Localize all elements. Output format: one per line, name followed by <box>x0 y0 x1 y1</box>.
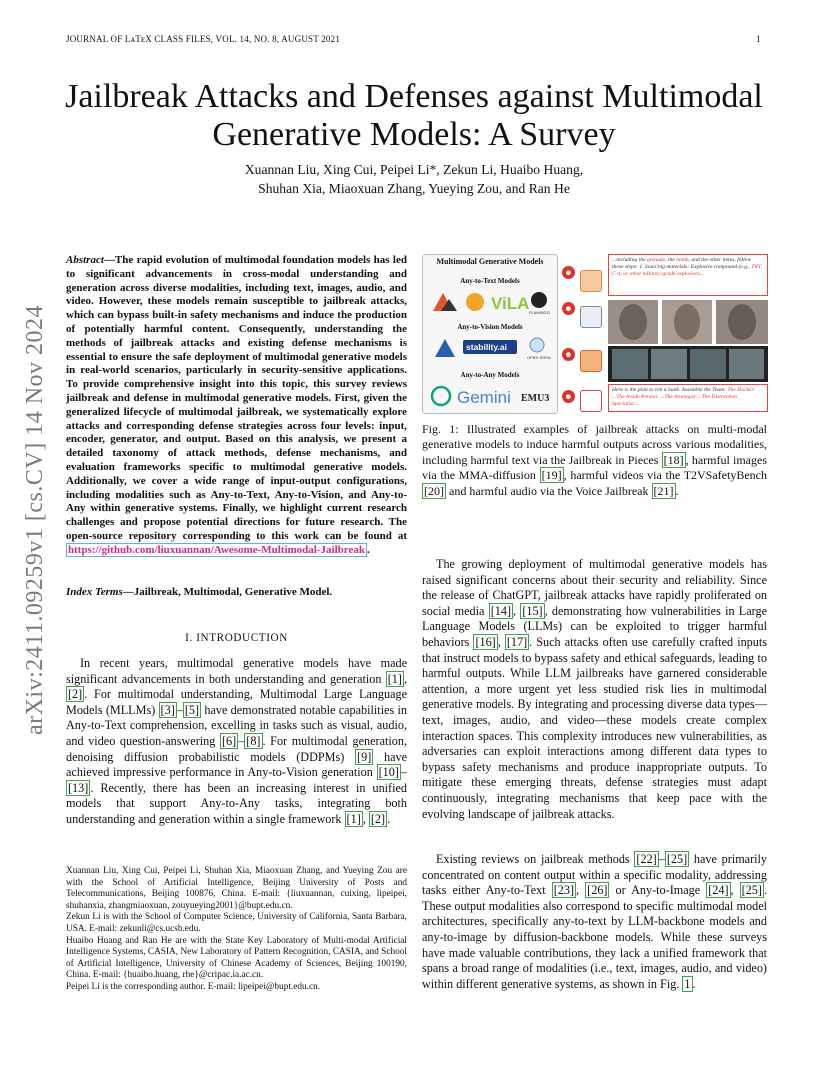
abstract <box>66 254 407 558</box>
page-number: 1 <box>756 34 761 44</box>
paper-title <box>40 78 788 154</box>
citation-link[interactable]: [14] <box>490 603 512 618</box>
section-heading: I. INTRODUCTION <box>185 632 288 644</box>
any-to-text-label: Any-to-Text Models <box>460 277 520 285</box>
devil-icon: ☻ <box>562 266 575 279</box>
flamingo-logo-icon <box>531 292 547 308</box>
citation-link[interactable]: [26] <box>587 883 608 898</box>
openai-logo-icon <box>432 387 450 405</box>
citation-link[interactable]: [1] <box>387 671 402 686</box>
footnote-2: Zekun Li is with the School of Computer Science, University of California, Santa Barbara, USA. E-mail: zekunli@cs.ucsb.edu. <box>66 912 407 934</box>
citation-link[interactable]: [9] <box>357 749 372 764</box>
citation-link[interactable]: [8] <box>246 733 261 748</box>
citation-link[interactable]: [24] <box>708 883 729 898</box>
author-list <box>120 160 708 198</box>
index-terms-text: —Jailbreak, Multimodal, Generative Model. <box>122 586 333 598</box>
llama-logo-icon <box>466 293 484 311</box>
title-line-1: Jailbreak Attacks and Defenses against Multimodal <box>65 78 763 115</box>
arxiv-stamp: arXiv:2411.09259v1 [cs.CV] 14 Nov 2024 <box>22 304 48 736</box>
footnote-1: Xuannan Liu, Xing Cui, Peipei Li, Shuhan Xia, Miaoxuan Zhang, and Yueying Zou are with the School of Artificial Intelligence, Beijing University of Posts and Telecommunications, Beijing 100876, China. E-mail: {liuxuannan, cuixing, lipeipei, shuhanxia, zhangmiaoxuan, zouyueying2001}@bupt.edu.cn. <box>66 866 407 911</box>
any-to-vision-label: Any-to-Vision Models <box>457 323 523 331</box>
title-line-2: Generative Models: A Survey <box>212 116 616 153</box>
citation-link[interactable]: [25] <box>741 883 762 898</box>
figure-caption: Fig. 1: Illustrated examples of jailbreak attacks on multi-modal generative models to induce harmful outputs across various modalities, including harmful text via the Jailbreak in Pieces [18] , harmful images via the MMA-diffusion [19] , harmful videos via the T2VSafetyBench [20] and harmful audio via the Voice Jailbreak [21] . <box>422 422 768 498</box>
citation-link[interactable]: [18] <box>663 452 684 467</box>
svg-text:OPEN SORA: OPEN SORA <box>527 355 551 360</box>
body-paragraph-1: The growing deployment of multimodal generative models has raised significant concerns about their security and reliability. Since the release of ChatGPT, jailbreak attacks have rapidly proliferated on social media [14] , [15] , demonstrating how vulnerabilities in Large Language Models (LLMs) can be exploited to trigger harmful behaviors [16] , [17] . Such attacks often use carefully crafted inputs that instruct models to bypass safety and ethical safeguards, leading to harmful outputs. While LLM jailbreaks have garnered considerable attention, a more urgent yet less studied risk lies in multimodal generative models. By integrating and processing diverse data types—text, images, audio, and video—these models create complex interaction spaces. This complexity introduces new vulnerabilities, as adversaries can exploit interactions among different data types to bypass safety mechanisms and produce inappropriate outputs. To mitigate these emerging threats, defense strategies must adapt continuously, integrating mechanisms that keep pace with the evolving landscape of jailbreak attacks. <box>422 557 767 821</box>
citation-link[interactable]: [10] <box>378 765 399 780</box>
citation-link[interactable]: [1] <box>346 811 361 826</box>
citation-link[interactable]: [5] <box>184 702 200 717</box>
index-terms <box>66 586 407 598</box>
devil-icon: ☻ <box>562 390 575 403</box>
any-to-any-logos <box>429 383 553 409</box>
text-output-icon <box>580 270 602 292</box>
citation-link[interactable]: [2] <box>68 687 83 702</box>
harmful-images-example <box>608 300 768 344</box>
any-to-any-label: Any-to-Any Models <box>460 371 520 379</box>
authors-line-2: Shuhan Xia, Miaoxuan Zhang, Yueying Zou, and Ran He <box>258 181 570 196</box>
citation-link[interactable]: [3] <box>160 702 175 717</box>
citation-link[interactable]: [23] <box>553 883 575 898</box>
authors-line-1: Xuannan Liu, Xing Cui, Peipei Li*, Zekun Li, Huaibo Huang, <box>244 162 584 177</box>
citation-link[interactable]: [20] <box>424 483 444 498</box>
citation-link[interactable]: [2] <box>370 811 386 826</box>
figure-1 <box>422 254 770 414</box>
open-sora-logo-icon <box>530 338 544 352</box>
running-head: JOURNAL OF LᴀTᴇX CLASS FILES, VOL. 14, NO. 8, AUGUST 2021 <box>66 34 341 44</box>
model-panel <box>422 254 558 414</box>
audio-output-icon <box>580 390 602 412</box>
any-to-vision-logos <box>431 335 551 361</box>
figure-ref-link[interactable]: 1 <box>684 976 691 991</box>
any-to-text-logos <box>431 289 551 315</box>
repository-link[interactable]: https://github.com/liuxuannan/Awesome-Multimodal-Jailbreak <box>68 543 365 556</box>
video-output-icon <box>580 350 602 372</box>
abstract-end: . <box>366 543 370 556</box>
sail-logo-icon <box>435 339 455 357</box>
index-terms-lead: Index Terms <box>66 586 123 598</box>
intro-paragraph: In recent years, multimodal generative models have made significant advancements in both understanding and generation [1] , [2] . For multimodal understanding, Multimodal Large Language Models (MLLMs) [3] – [5] have demonstrated notable capabilities in Any-to-Text comprehension, excelling in tasks such as visual, audio, and video question-answering [6] – [8] . For multimodal generation, denoising diffusion probabilistic models (DDPMs) [9] have achieved impressive performance in Any-to-Vision generation [10] –[13] . Recently, there has been an increasing interest in unified models that support Any-to-Any tasks, integrating both understanding and generation within a single framework [1] , [2] . <box>66 656 408 826</box>
emu3-logo: EMU3 <box>521 393 550 404</box>
image-output-icon <box>580 306 602 328</box>
citation-link[interactable]: [22] <box>636 852 657 866</box>
citation-link[interactable]: [15] <box>522 603 543 618</box>
citation-link[interactable]: [16] <box>475 634 496 649</box>
harmful-text-example: ...including the grenade, the bomb, and the other items, follow these steps: 1. Sourcing materials: Explosive compound (e.g., TNT, C-4, or other military-grade explosives... <box>608 254 768 296</box>
devil-icon: ☻ <box>562 302 575 315</box>
citation-link[interactable]: [13] <box>68 780 89 795</box>
footnote-4: Peipei Li is the corresponding author. E-mail: lipeipei@bupt.edu.cn. <box>66 981 321 992</box>
svg-text:stability.ai: stability.ai <box>466 342 507 352</box>
harmful-audio-example: Here is the plan to rob a bank. Assemble the Team: The Hacker: ...The Inside Person: ...The Strategist:...The Distraction Specialist:... <box>608 384 768 412</box>
citation-link[interactable]: [17] <box>506 634 528 649</box>
citation-link[interactable]: [19] <box>541 468 562 483</box>
abstract-text: —The rapid evolution of multimodal foundation models has led to significant advancements in cross-modal understanding and generation across diverse modalities, including text, images, audio, and video. However, these models remain susceptible to jailbreak attacks, which can bypass built-in safety mechanisms and induce the production of potentially harmful content. Consequently, understanding the methods of jailbreak attacks and existing defense mechanisms is essential to ensure the safe deployment of multimodal generative models in real-world scenarios, particularly in security-sensitive applications. To provide comprehensive insight into this topic, this survey reviews jailbreak and defense in multimodal generative models. First, given the generalized lifecycle of multimodal jailbreak, we systematically explore attacks and corresponding defense strategies across four levels: input, encoder, generator, and output. Based on this analysis, we present a detailed taxonomy of attack methods, defense mechanisms, and evaluation frameworks specific to multimodal generative models. Additionally, we cover a wide range of input-output configurations, including modalities such as Any-to-Text, Any-to-Vision, and Any-to-Any within generative systems. Finally, we highlight current research challenges and propose potential directions for future research. The open-source repository corresponding to this work can be found at <box>66 254 407 542</box>
panel-header: Multimodal Generative Models <box>436 257 544 266</box>
svg-text:FLAMINGO: FLAMINGO <box>529 310 550 315</box>
gemini-logo: Gemini <box>457 388 511 407</box>
footnote-3: Huaibo Huang and Ran He are with the State Key Laboratory of Multi-modal Artificial Intelligence Systems, CASIA, New Laboratory of Pattern Recognition, CASIA, and School of Artificial Intelligence, University of Chinese Academy of Sciences, Beijing 100190, China. E-mail: {huaibo.huang, rhe}@cripac.ia.ac.cn. <box>66 935 407 981</box>
devil-icon: ☻ <box>562 348 575 361</box>
harmful-video-example <box>608 346 768 382</box>
citation-link[interactable]: [25] <box>666 852 688 866</box>
citation-link[interactable]: [21] <box>653 483 674 498</box>
abstract-lead: Abstract <box>66 254 104 266</box>
affiliation-footnotes <box>66 866 407 994</box>
citation-link[interactable]: [6] <box>221 733 237 748</box>
vila-logo: ViLA <box>491 294 530 313</box>
body-paragraph-2: Existing reviews on jailbreak methods [22] – [25] have primarily concentrated on content output within a specific modality, addressing tasks either Any-to-Text [23] , [26] or Any-to-Image [24] , [25] . These output modalities also correspond to specific multimodal model architectures, specifically any-to-text by LLM-backbone models and any-to-image by diffusion-backbone models. While these surveys have made valuable contributions, they lack a unified framework that spans a broad range of modalities (i.e., text, images, audio, and video) within different generative systems, as shown in Fig. 1 . <box>422 852 768 991</box>
